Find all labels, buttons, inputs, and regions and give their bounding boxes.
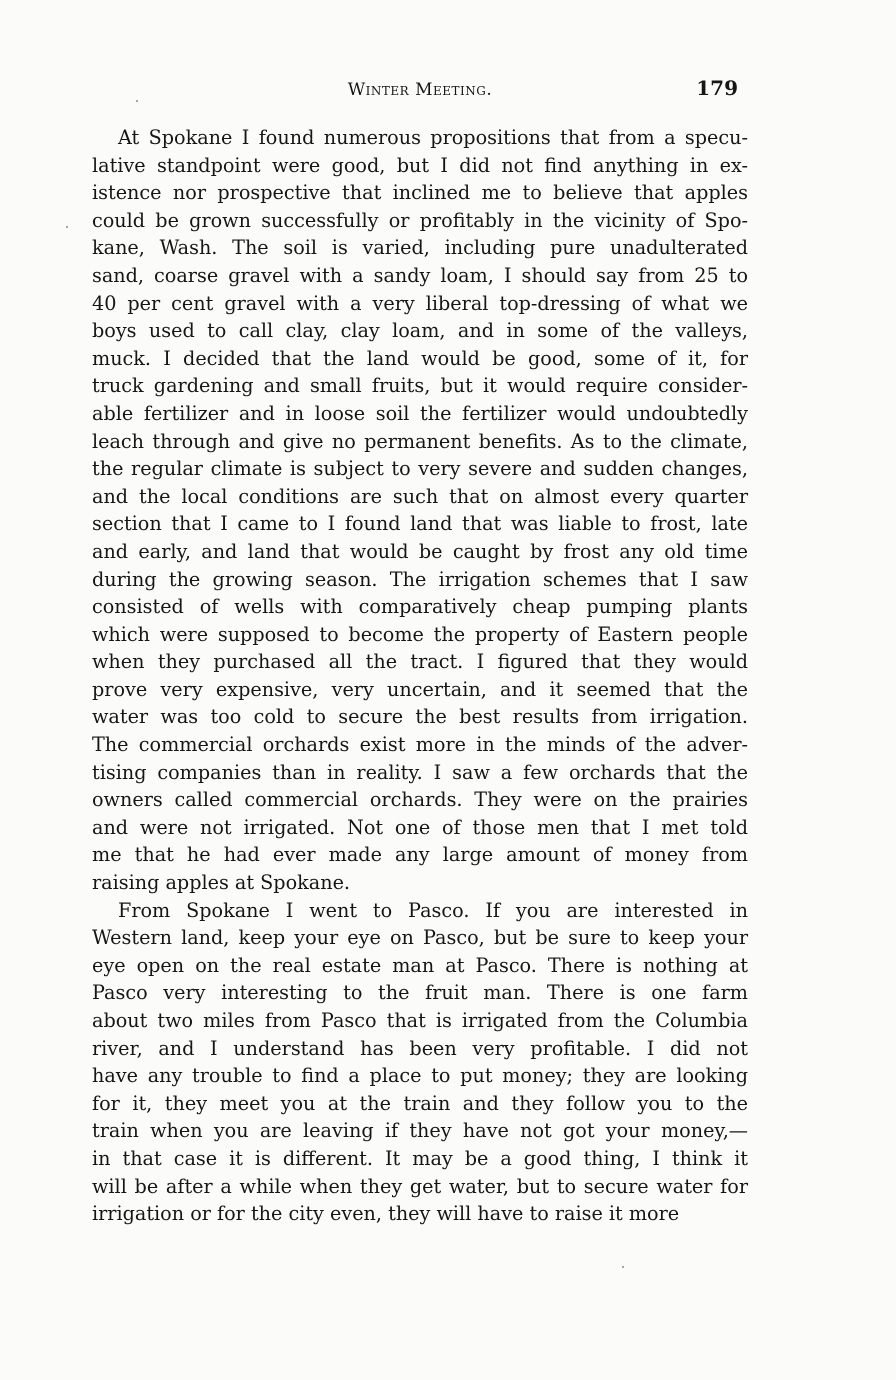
text-line: At Spokane I found numerous propositions that from a specu- xyxy=(118,126,748,149)
text-line: owners called commercial orchards. They were on the prairies xyxy=(92,788,748,812)
text-line: Pasco very interesting to the fruit man. There is one farm xyxy=(92,981,748,1005)
text-line: istence nor prospective that inclined me to believe that apples xyxy=(92,181,748,205)
text-line: in that case it is different. It may be a good thing, I think it xyxy=(92,1146,748,1170)
text-line: train when you are leaving if they have not got your money,— xyxy=(92,1119,748,1143)
running-title: Winter Meeting. xyxy=(347,80,493,100)
text-line: irrigation or for the city even, they will have to raise it more xyxy=(92,1202,680,1226)
paragraph xyxy=(92,124,748,897)
text-line: could be grown successfully or profitably in the vicinity of Spo- xyxy=(92,208,748,232)
scan-speck xyxy=(66,226,68,228)
text-line: water was too cold to secure the best results from irrigation. xyxy=(92,705,748,729)
text-line: The commercial orchards exist more in the minds of the adver- xyxy=(92,733,748,757)
text-line: eye open on the real estate man at Pasco. There is nothing at xyxy=(92,953,748,977)
text-line: river, and I understand has been very profitable. I did not xyxy=(92,1036,748,1060)
text-line: and were not irrigated. Not one of those men that I met told xyxy=(92,815,748,839)
body-text xyxy=(92,124,748,1228)
text-line: me that he had ever made any large amount of money from xyxy=(92,843,748,867)
text-line: raising apples at Spokane. xyxy=(92,871,351,895)
scan-speck xyxy=(136,100,138,102)
text-line: consisted of wells with comparatively cheap pumping plants xyxy=(92,595,748,619)
text-line: 40 per cent gravel with a very liberal top-dressing of what we xyxy=(92,291,748,315)
text-line: during the growing season. The irrigation schemes that I saw xyxy=(92,567,748,591)
text-line: kane, Wash. The soil is varied, including pure unadulterated xyxy=(92,236,748,260)
page-number: 179 xyxy=(696,76,738,100)
text-line: leach through and give no permanent benefits. As to the climate, xyxy=(92,429,748,453)
running-header xyxy=(92,76,748,104)
text-line: have any trouble to find a place to put money; they are looking xyxy=(92,1064,748,1088)
text-line: which were supposed to become the property of Eastern people xyxy=(92,622,748,646)
text-line: for it, they meet you at the train and they follow you to the xyxy=(92,1091,748,1115)
text-line: section that I came to I found land that was liable to frost, late xyxy=(92,512,748,536)
scan-speck xyxy=(622,1266,624,1268)
paragraph xyxy=(92,897,748,1228)
text-line: Western land, keep your eye on Pasco, but be sure to keep your xyxy=(92,926,748,950)
text-line: able fertilizer and in loose soil the fertilizer would undoubtedly xyxy=(92,401,748,425)
text-line: the regular climate is subject to very severe and sudden changes, xyxy=(92,457,748,481)
text-line: when they purchased all the tract. I figured that they would xyxy=(92,650,748,674)
text-line: muck. I decided that the land would be good, some of it, for xyxy=(92,346,748,370)
text-line: will be after a while when they get water, but to secure water for xyxy=(92,1174,748,1198)
text-line: tising companies than in reality. I saw a few orchards that the xyxy=(92,760,748,784)
text-line: sand, coarse gravel with a sandy loam, I should say from 25 to xyxy=(92,263,748,287)
text-line: and early, and land that would be caught by frost any old time xyxy=(92,539,748,563)
text-line: lative standpoint were good, but I did not find anything in ex- xyxy=(92,153,748,177)
text-line: boys used to call clay, clay loam, and in some of the valleys, xyxy=(92,319,748,343)
text-line: prove very expensive, very uncertain, and it seemed that the xyxy=(92,677,748,701)
text-line: and the local conditions are such that on almost every quarter xyxy=(92,484,748,508)
text-line: truck gardening and small fruits, but it would require consider- xyxy=(92,374,748,398)
text-line: about two miles from Pasco that is irrigated from the Columbia xyxy=(92,1009,748,1032)
text-line: From Spokane I went to Pasco. If you are interested in xyxy=(118,898,748,922)
